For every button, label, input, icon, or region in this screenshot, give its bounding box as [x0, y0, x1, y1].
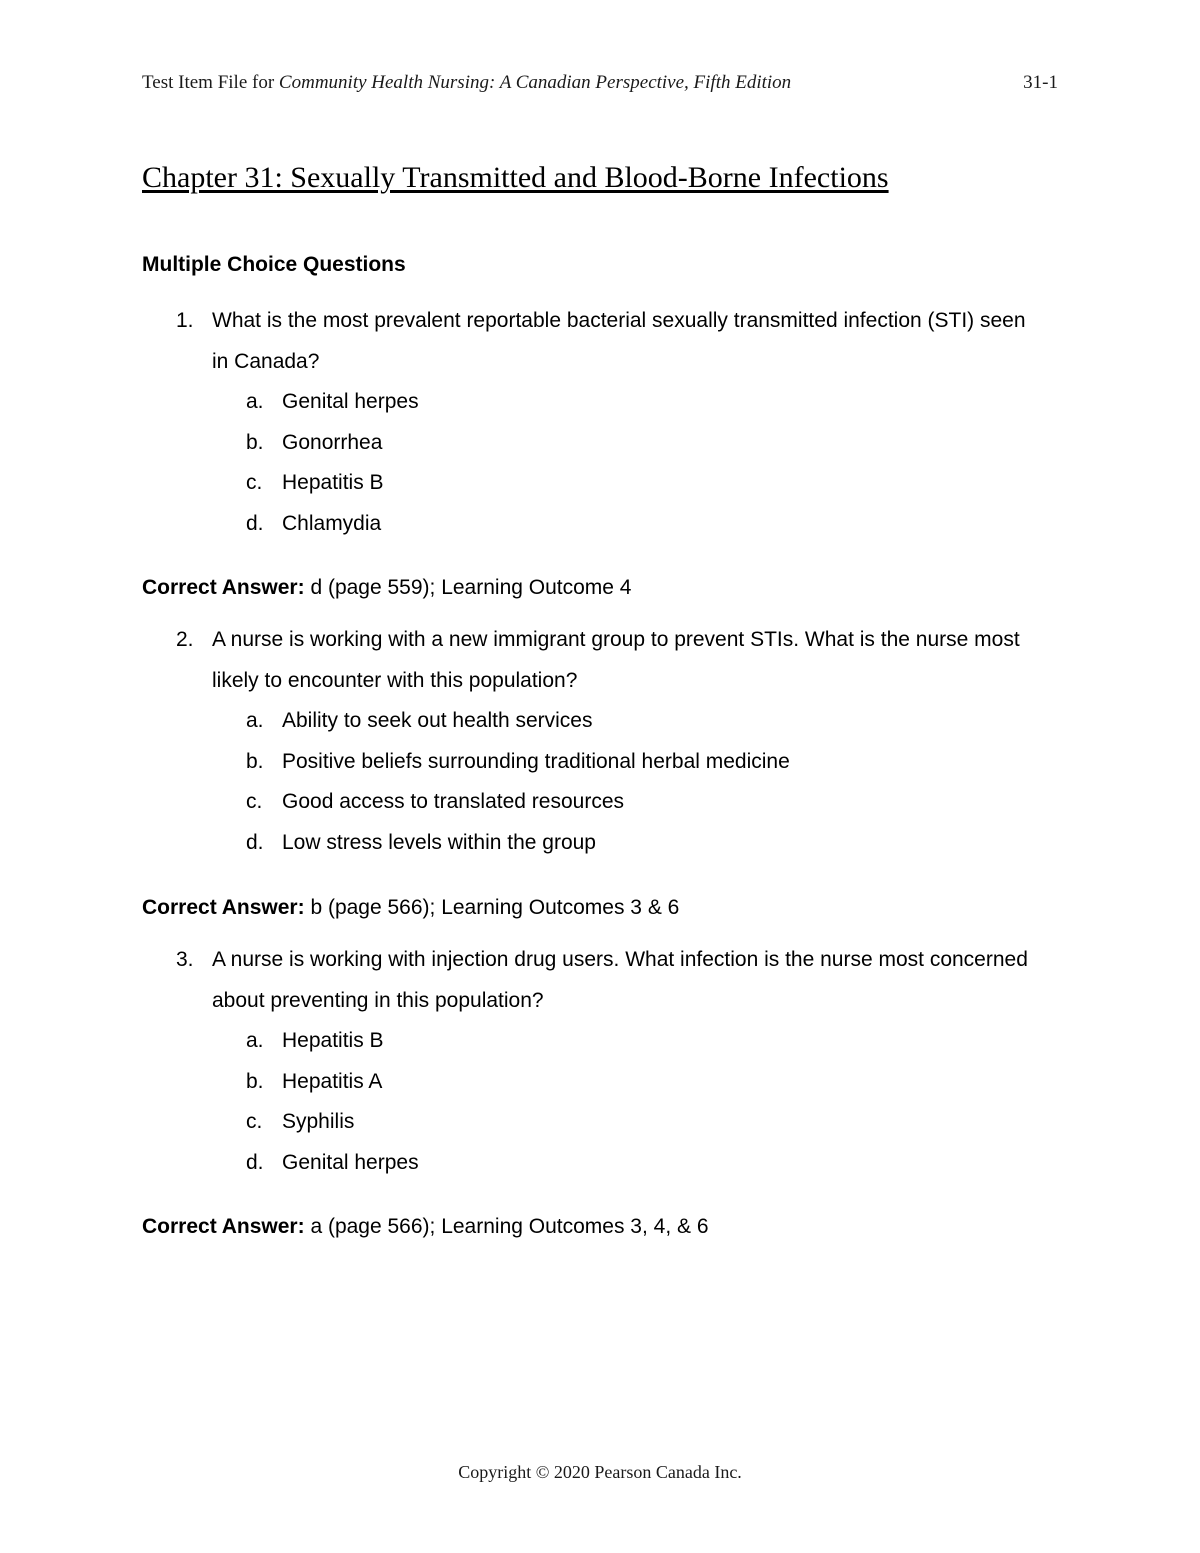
section-heading: Multiple Choice Questions: [142, 253, 406, 276]
option-letter: a.: [246, 390, 264, 413]
correct-answer-3: [142, 1214, 709, 1240]
answer-text: d (page 559); Learning Outcome 4: [304, 576, 632, 599]
option-letter: d.: [246, 1150, 264, 1174]
page-header: [142, 71, 1058, 95]
option-letter: b.: [246, 1069, 264, 1093]
question-text: A nurse is working with injection drug users. What infection is the nurse most concerned about preventing in this population?: [212, 948, 1028, 1012]
option-text: Hepatitis B: [282, 1029, 384, 1052]
option-letter: c.: [246, 471, 263, 494]
header-page-number: 31-1: [1023, 72, 1058, 93]
option-text: Good access to translated resources: [282, 790, 625, 813]
option-text: Chlamydia: [282, 511, 382, 535]
answer-label: Correct Answer:: [142, 576, 305, 599]
correct-answer-2: [142, 895, 679, 921]
header-book-title: Community Health Nursing: A Canadian Perspective, Fifth Edition: [278, 72, 792, 93]
question-text: What is the most prevalent reportable bacterial sexually transmitted infection (STI) seen in Canada?: [212, 309, 1026, 373]
answer-label: Correct Answer:: [142, 1215, 305, 1238]
option-text: Syphilis: [282, 1110, 355, 1133]
option-letter: d.: [246, 511, 264, 535]
answer-label: Correct Answer:: [142, 896, 305, 919]
option-letter: a.: [246, 709, 264, 732]
option-letter: a.: [246, 1029, 264, 1052]
option-text: Hepatitis B: [282, 471, 384, 494]
answer-text: b (page 566); Learning Outcomes 3 & 6: [304, 896, 680, 919]
page-footer: Copyright © 2020 Pearson Canada Inc.: [458, 1462, 742, 1482]
header-prefix: Test Item File for: [142, 72, 279, 93]
question-text: A nurse is working with a new immigrant group to prevent STIs. What is the nurse most likely to encounter with this population?: [212, 628, 1020, 692]
option-text: Gonorrhea: [282, 430, 383, 454]
option-letter: c.: [246, 790, 263, 813]
option-text: Low stress levels within the group: [282, 830, 596, 854]
option-letter: d.: [246, 830, 264, 854]
answer-text: a (page 566); Learning Outcomes 3, 4, & 6: [304, 1215, 709, 1238]
option-letter: c.: [246, 1110, 263, 1133]
chapter-title: Chapter 31: Sexually Transmitted and Blood-Borne Infections: [142, 161, 889, 194]
correct-answer-1: [142, 575, 631, 601]
option-text: Genital herpes: [282, 390, 419, 413]
question-number: 2.: [176, 628, 194, 651]
option-letter: b.: [246, 430, 264, 454]
option-text: Positive beliefs surrounding traditional herbal medicine: [282, 749, 790, 773]
option-text: Ability to seek out health services: [282, 709, 593, 732]
question-number: 3.: [176, 948, 194, 971]
option-letter: b.: [246, 749, 264, 773]
option-text: Genital herpes: [282, 1150, 419, 1174]
option-text: Hepatitis A: [282, 1069, 383, 1093]
question-number: 1.: [176, 309, 194, 332]
